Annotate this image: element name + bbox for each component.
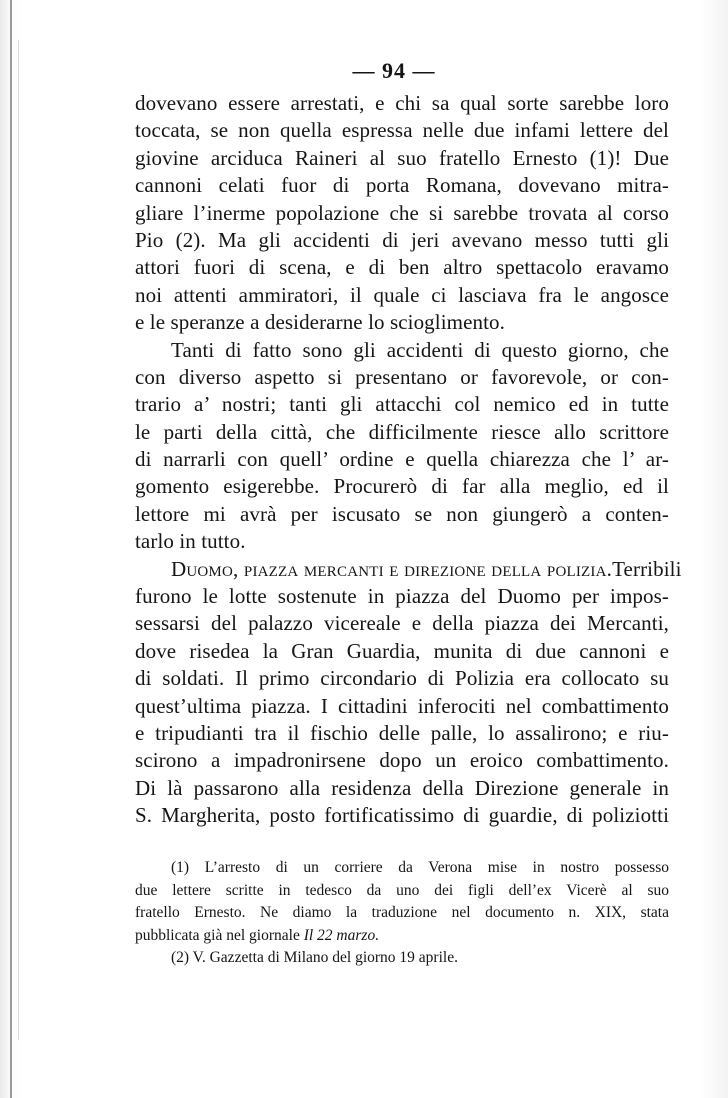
footnote-2: (2) V. Gazzetta di Milano del giorno 19 aprile.: [171, 949, 458, 966]
text-line: e tripudianti tra il fischio delle palle, lo assalirono; e riu-: [135, 720, 669, 745]
text-line: S. Margherita, posto fortificatissimo di guardie, di poliziotti: [135, 803, 669, 828]
text-line: cannoni celati fuor di porta Romana, dovevano mitra-: [135, 173, 669, 198]
footnote-1-line: due lettere scritte in tedesco da uno dei figli dell’ex Vicerè al suo: [135, 881, 669, 899]
page-number: — 94 —: [352, 58, 436, 83]
text-line: con diverso aspetto si presentano or favorevole, or con-: [135, 364, 669, 389]
text-line: furono le lotte sostenute in piazza del Duomo per impos-: [135, 584, 669, 609]
section-heading: Duomo, piazza mercanti e direzione della polizia.: [171, 556, 613, 581]
text-line: Tanti di fatto sono gli accidenti di questo giorno, che: [171, 337, 669, 362]
text-line: e le speranze a desiderarne lo scioglimento.: [135, 310, 505, 335]
footnote-1-line: (1) L’arresto di un corriere da Verona mise in nostro possesso: [171, 859, 669, 876]
footnote-1-line: [135, 925, 669, 948]
text-line: tarlo in tutto.: [135, 529, 246, 554]
text-line: gliare l’inerme popolazione che si sarebbe trovata al corso: [135, 200, 669, 225]
text-line: gomento esigerebbe. Procurerò di far alla meglio, ed il: [135, 474, 669, 499]
text-line: Pio (2). Ma gli accidenti di jeri avevano messo tutti gli: [135, 227, 669, 252]
text-line: toccata, se non quella espressa nelle due infami lettere del: [135, 118, 669, 143]
text-line: Di là passarono alla residenza della Direzione generale in: [135, 775, 669, 800]
text-line: quest’ultima piazza. I cittadini inferociti nel combattimento: [135, 693, 669, 718]
footnote-1-line: fratello Ernesto. Ne diamo la traduzione nel documento n. XIX, stata: [135, 904, 669, 921]
text-line: noi attenti ammiratori, il quale ci lasciava fra le angosce: [135, 282, 669, 307]
text-line: sessarsi del palazzo vicereale e della piazza dei Mercanti,: [135, 611, 669, 636]
text-line: giovine arciduca Raineri al suo fratello Ernesto (1)! Due: [135, 145, 669, 170]
footnote-1-newspaper-title: Il 22 marzo.: [303, 926, 380, 944]
text-line: di narrarli con quell’ ordine e quella chiarezza che l’ ar-: [135, 447, 669, 472]
heading-line-rest: Terribili: [612, 556, 682, 581]
text-line: dove risedea la Gran Guardia, munita di due cannoni e: [135, 638, 669, 663]
text-line: le parti della città, che difficilmente riesce allo scrittore: [135, 419, 669, 444]
text-line: scirono a impadronirsene dopo un eroico combattimento.: [135, 748, 669, 773]
main-text: [135, 90, 682, 830]
text-line: lettore mi avrà per iscusato se non giungerò a conten-: [135, 501, 669, 526]
footnote-1-text: pubblicata già nel giornale: [135, 926, 304, 944]
page-binding-edge: [10, 0, 12, 1098]
text-line: attori fuori di scena, e di ben altro spettacolo eravamo: [135, 255, 669, 280]
text-line: trario a’ nostri; tanti gli attacchi col nemico ed in tutte: [135, 392, 669, 417]
text-line: [135, 556, 682, 583]
text-line: di soldati. Il primo circondario di Polizia era collocato su: [135, 666, 669, 691]
text-line: dovevano essere arrestati, e chi sa qual sorte sarebbe loro: [135, 91, 669, 115]
page-fold-shadow: [18, 40, 19, 1040]
footnotes: [135, 857, 669, 970]
